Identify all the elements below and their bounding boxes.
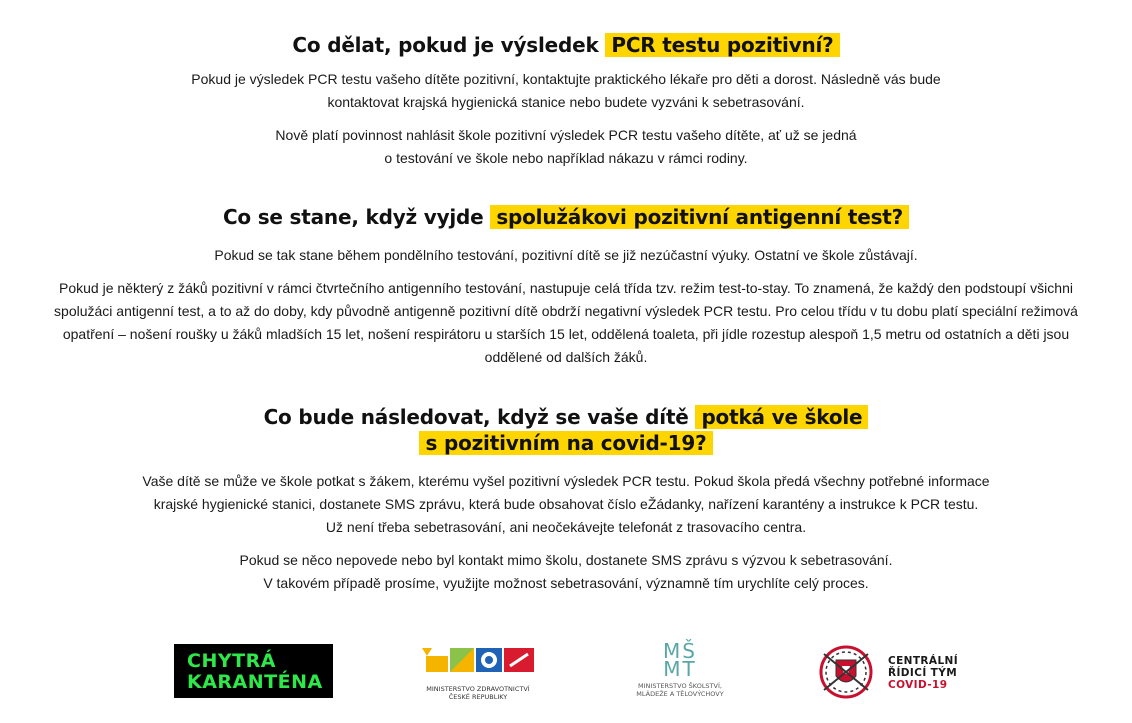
logo-mark-text: MT xyxy=(663,657,697,681)
mzcr-logo xyxy=(418,646,538,706)
section-school-contact xyxy=(0,404,1132,595)
coat-of-arms-icon xyxy=(818,644,878,700)
text-line: Pokud je výsledek PCR testu vašeho dítěte pozitivní, kontaktujte praktického lékaře pro děti a dorost. Následně vás bude xyxy=(191,71,941,87)
heading-highlight-line2: s pozitivním na covid-19? xyxy=(419,431,712,455)
section-classmate-antigen xyxy=(0,204,1132,369)
heading-highlight: spolužákovi pozitivní antigenní test? xyxy=(490,205,909,229)
heading-highlight: potká ve škole xyxy=(695,405,868,429)
text-line: krajské hygienické stanici, dostanete SMS zprávu, která bude obsahovat číslo eŽádanky, nařízení karantény a instrukce k PCR testu. xyxy=(153,496,979,512)
partner-logos xyxy=(0,640,1132,710)
logo-caption: ČESKÉ REPUBLIKY xyxy=(448,693,508,701)
text-line: Už není třeba sebetrasování, ani neočekávejte telefonát z trasovacího centra. xyxy=(325,519,807,535)
section-heading xyxy=(0,32,1132,58)
logo-caption: MINISTERSTVO ŠKOLSTVÍ, xyxy=(638,682,722,690)
text-line: Vaše dítě se může ve škole potkat s žákem, kterému vyšel pozitivní výsledek PCR testu. Pokud škola předá všechny potřebné informace xyxy=(142,473,990,489)
text-line: spolužáci antigenní test, a to až do doby, kdy původně antigenně pozitivní dítě obdrží negativní výsledek PCR testu. Pro celou třídu v tu dobu platí speciální režimová xyxy=(54,303,1078,319)
heading-text: Co bude následovat, když se vaše dítě xyxy=(263,405,689,429)
paragraph xyxy=(0,244,1132,267)
paragraph xyxy=(0,470,1132,539)
text-line: Pokud se tak stane během pondělního testování, pozitivní dítě se již nezúčastní výuky. Ostatní ve škole zůstávají. xyxy=(214,247,918,263)
msmt-mark-icon xyxy=(618,639,742,681)
logo-caption: MINISTERSTVO ZDRAVOTNICTVÍ xyxy=(426,685,530,693)
text-line: kontaktovat krajská hygienická stanice nebo budete vyzváni k sebetrasování. xyxy=(327,94,805,110)
logo-text: KARANTÉNA xyxy=(187,671,323,693)
text-line: oddělené od dalších žáků. xyxy=(484,349,648,365)
logo-mark-text: MŠ xyxy=(663,639,697,663)
text-line: V takovém případě prosíme, využijte možnost sebetrasování, významně tím urychlíte celý proces. xyxy=(263,575,869,591)
crt-text-block xyxy=(888,655,958,691)
logo-text: CHYTRÁ xyxy=(187,650,276,672)
paragraph xyxy=(0,68,1132,114)
crt-covid-logo xyxy=(818,644,968,704)
section-heading xyxy=(0,404,1132,456)
msmt-logo xyxy=(618,639,742,708)
heading-highlight: PCR testu pozitivní? xyxy=(605,33,839,57)
section-pcr-positive xyxy=(0,32,1132,170)
text-line: o testování ve škole nebo například nákazu v rámci rodiny. xyxy=(384,150,748,166)
logo-text: ŘÍDICÍ TÝM xyxy=(888,667,958,679)
section-heading xyxy=(0,204,1132,230)
logo-caption: MLÁDEŽE A TĚLOVÝCHOVY xyxy=(636,690,724,698)
paragraph xyxy=(0,124,1132,170)
logo-text: CENTRÁLNÍ xyxy=(888,655,959,667)
text-line: opatření – nošení roušky u žáků mladších 15 let, nošení respirátoru u starších 15 let, oddělená toaleta, při jídle rozestup alespoň 1,5 metru od ostatních a děti jsou xyxy=(62,326,1070,342)
logo-text: COVID-19 xyxy=(888,679,948,691)
text-line: Pokud je některý z žáků pozitivní v rámci čtvrtečního antigenního testování, nastupuje celá třída tzv. režim test-to-stay. To znamená, že každý den podstoupí všichni xyxy=(59,280,1073,296)
text-line: Nově platí povinnost nahlásit škole pozitivní výsledek PCR testu vašeho dítěte, ať už se jedná xyxy=(275,127,857,143)
heading-text: Co se stane, když vyjde xyxy=(222,205,484,229)
heading-text: Co dělat, pokud je výsledek xyxy=(292,33,599,57)
text-line: Pokud se něco nepovede nebo byl kontakt mimo školu, dostanete SMS zprávu s výzvou k sebetrasování. xyxy=(239,552,893,568)
mzcr-mark-icon xyxy=(418,646,538,674)
paragraph xyxy=(0,277,1132,369)
chytra-karantena-logo xyxy=(174,644,333,698)
paragraph xyxy=(0,549,1132,595)
